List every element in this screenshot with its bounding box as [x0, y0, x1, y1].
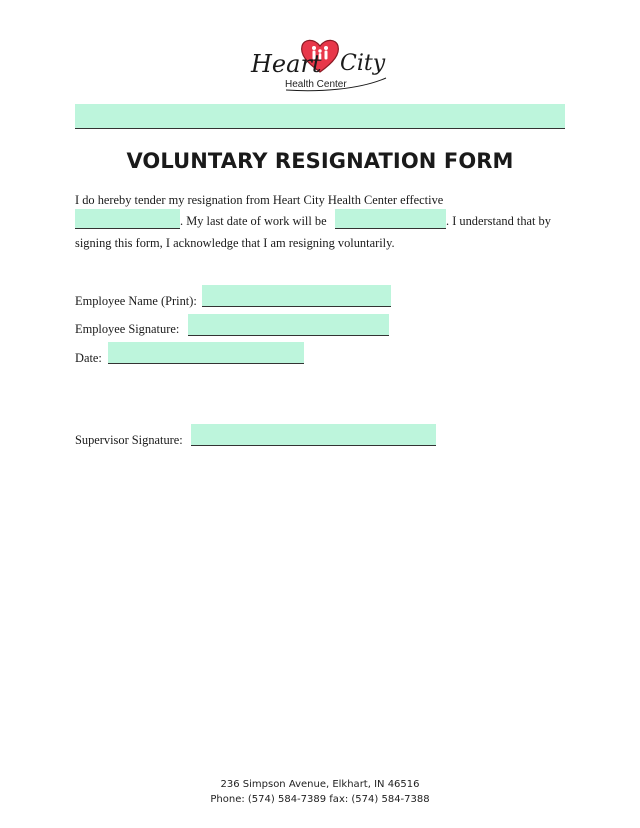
footer-contact: Phone: (574) 584-7389 fax: (574) 584-7388	[210, 794, 430, 805]
paragraph-line-2-part-b: . I understand that by	[446, 214, 551, 228]
logo-subtitle: Health Center	[285, 79, 347, 90]
last-work-date-field[interactable]	[335, 209, 446, 229]
employee-name-label: Employee Name (Print):	[75, 294, 197, 308]
form-title: VOLUNTARY RESIGNATION FORM	[126, 149, 514, 173]
logo-word-heart: Heart	[251, 50, 322, 78]
paragraph-line-1: I do hereby tender my resignation from Heart City Health Center effective	[75, 193, 444, 207]
effective-date-field[interactable]	[75, 209, 180, 229]
employee-signature-label: Employee Signature:	[75, 322, 180, 336]
employee-name-field[interactable]	[202, 285, 391, 307]
paragraph-line-3: signing this form, I acknowledge that I am resigning voluntarily.	[75, 236, 395, 250]
employee-signature-field[interactable]	[188, 314, 389, 336]
header-input-field[interactable]	[75, 104, 565, 129]
logo-word-city: City	[340, 51, 386, 76]
supervisor-signature-label: Supervisor Signature:	[75, 433, 183, 447]
footer-address: 236 Simpson Avenue, Elkhart, IN 46516	[220, 779, 420, 790]
supervisor-signature-field[interactable]	[191, 424, 436, 446]
date-label: Date:	[75, 351, 102, 365]
heart-city-logo	[248, 34, 392, 98]
date-field[interactable]	[108, 342, 304, 364]
paragraph-line-2-part-a: . My last date of work will be	[180, 214, 327, 228]
